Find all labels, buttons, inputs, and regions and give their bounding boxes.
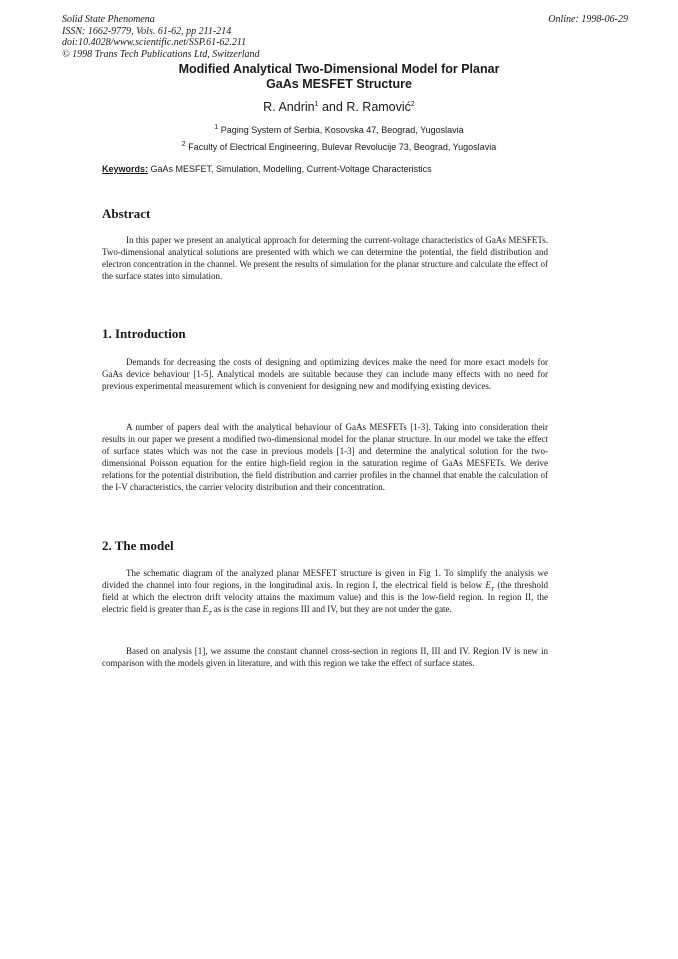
author-2: R. Ramović	[346, 100, 411, 114]
keywords-text: GaAs MESFET, Simulation, Modelling, Current-Voltage Characteristics	[148, 164, 432, 174]
model-text-1	[102, 567, 548, 615]
affiliation-1-mark: 1	[214, 124, 219, 131]
abstract-text: In this paper we present an analytical approach for determing the current-voltage characteristics of GaAs MESFETs. Two-dimensional analytical solutions are presented with which we can determine the potential, the field distribution and electron concentration in the channel. We present the results of simulation for the planar structure and calculate the effect of the surface states into simulation.	[102, 235, 548, 281]
threshold-field-symbol: $E_T$	[485, 580, 495, 593]
author-1-affil-mark: 1	[314, 100, 319, 108]
introduction-paragraph-1	[102, 356, 548, 392]
model-paragraph-1	[102, 567, 548, 615]
threshold-field-symbol-2: $E_T$	[202, 604, 212, 617]
model-text-1c: as is the case in regions III and IV, but they are not under the gate.	[211, 604, 452, 614]
author-line	[0, 100, 678, 114]
affiliation-2-mark: 2	[181, 141, 186, 148]
doi-line: doi:10.4028/www.scientific.net/SSP.61-62.211	[62, 37, 247, 48]
copyright-line: © 1998 Trans Tech Publications Ltd, Switzerland	[62, 48, 260, 60]
issn-line: ISSN: 1662-9779, Vols. 61-62, pp 211-214	[62, 25, 232, 37]
introduction-text-2: A number of papers deal with the analytical behaviour of GaAs MESFETs [1-3]. Taking into consideration their results in our paper we present a modified two-dimensional model for the planar structure. In our model we take the effect of surface states which was not the case in previous models [1-3] and determine the analytical solution for the two-dimensional Poisson equation for the entire high-field region in the saturation regime of GaAs MESFETs. We derive relations for the potential distribution, the field distribution and carrier profiles in the channel that enable the calculation of the I-V characteristics, the carrier velocity distribution and their concentration.	[102, 422, 548, 492]
keywords-label: Keywords:	[102, 164, 149, 174]
model-text-2: Based on analysis [1], we assume the constant channel cross-section in regions II, III and IV. Region IV is new in comparison with the models given in literature, and with this region we take the effect of surface states.	[102, 646, 548, 668]
affiliation-2-text: Faculty of Electrical Engineering, Bulevar Revolucije 73, Beograd, Yugoslavia	[185, 142, 497, 152]
affiliation-2	[0, 142, 678, 152]
abstract-heading: Abstract	[102, 206, 151, 221]
introduction-paragraph-2	[102, 421, 548, 493]
abstract-paragraph	[102, 234, 548, 282]
author-1: R. Andrin	[263, 100, 315, 114]
keywords-line	[102, 164, 432, 174]
title-line-2: GaAs MESFET Structure	[266, 77, 412, 91]
affiliation-1	[0, 125, 678, 135]
author-conjunction: and	[318, 100, 347, 114]
model-heading: 2. The model	[102, 538, 174, 553]
author-2-affil-mark: 2	[410, 100, 415, 108]
affiliation-1-text: Paging System of Serbia, Kosovska 47, Beograd, Yugoslavia	[218, 125, 464, 135]
model-text-1a: The schematic diagram of the analyzed planar MESFET structure is given in Fig 1. To simplify the analysis we divided the channel into four regions, in the longitudinal axis. In region I, the electrical field is below	[102, 568, 548, 590]
paper-title	[0, 62, 678, 92]
citation-header	[62, 14, 260, 60]
introduction-heading: 1. Introduction	[102, 326, 186, 341]
online-date: Online: 1998-06-29	[548, 14, 628, 25]
model-text-1b: (the threshold field at which the electron drift velocity attains the maximum value) and this is the low-field region. In region II, the electric field is greater than	[102, 580, 548, 614]
title-line-1: Modified Analytical Two-Dimensional Model for Planar	[178, 62, 500, 76]
journal-name: Solid State Phenomena	[62, 14, 155, 25]
introduction-text-1: Demands for decreasing the costs of designing and optimizing devices make the need for more exact models for GaAs device behaviour [1-5]. Analytical models are suitable because they can include many effects with no need for previous experimental measurement which is convenient for designing new and modifying existing devices.	[102, 357, 548, 391]
model-paragraph-2	[102, 645, 548, 669]
